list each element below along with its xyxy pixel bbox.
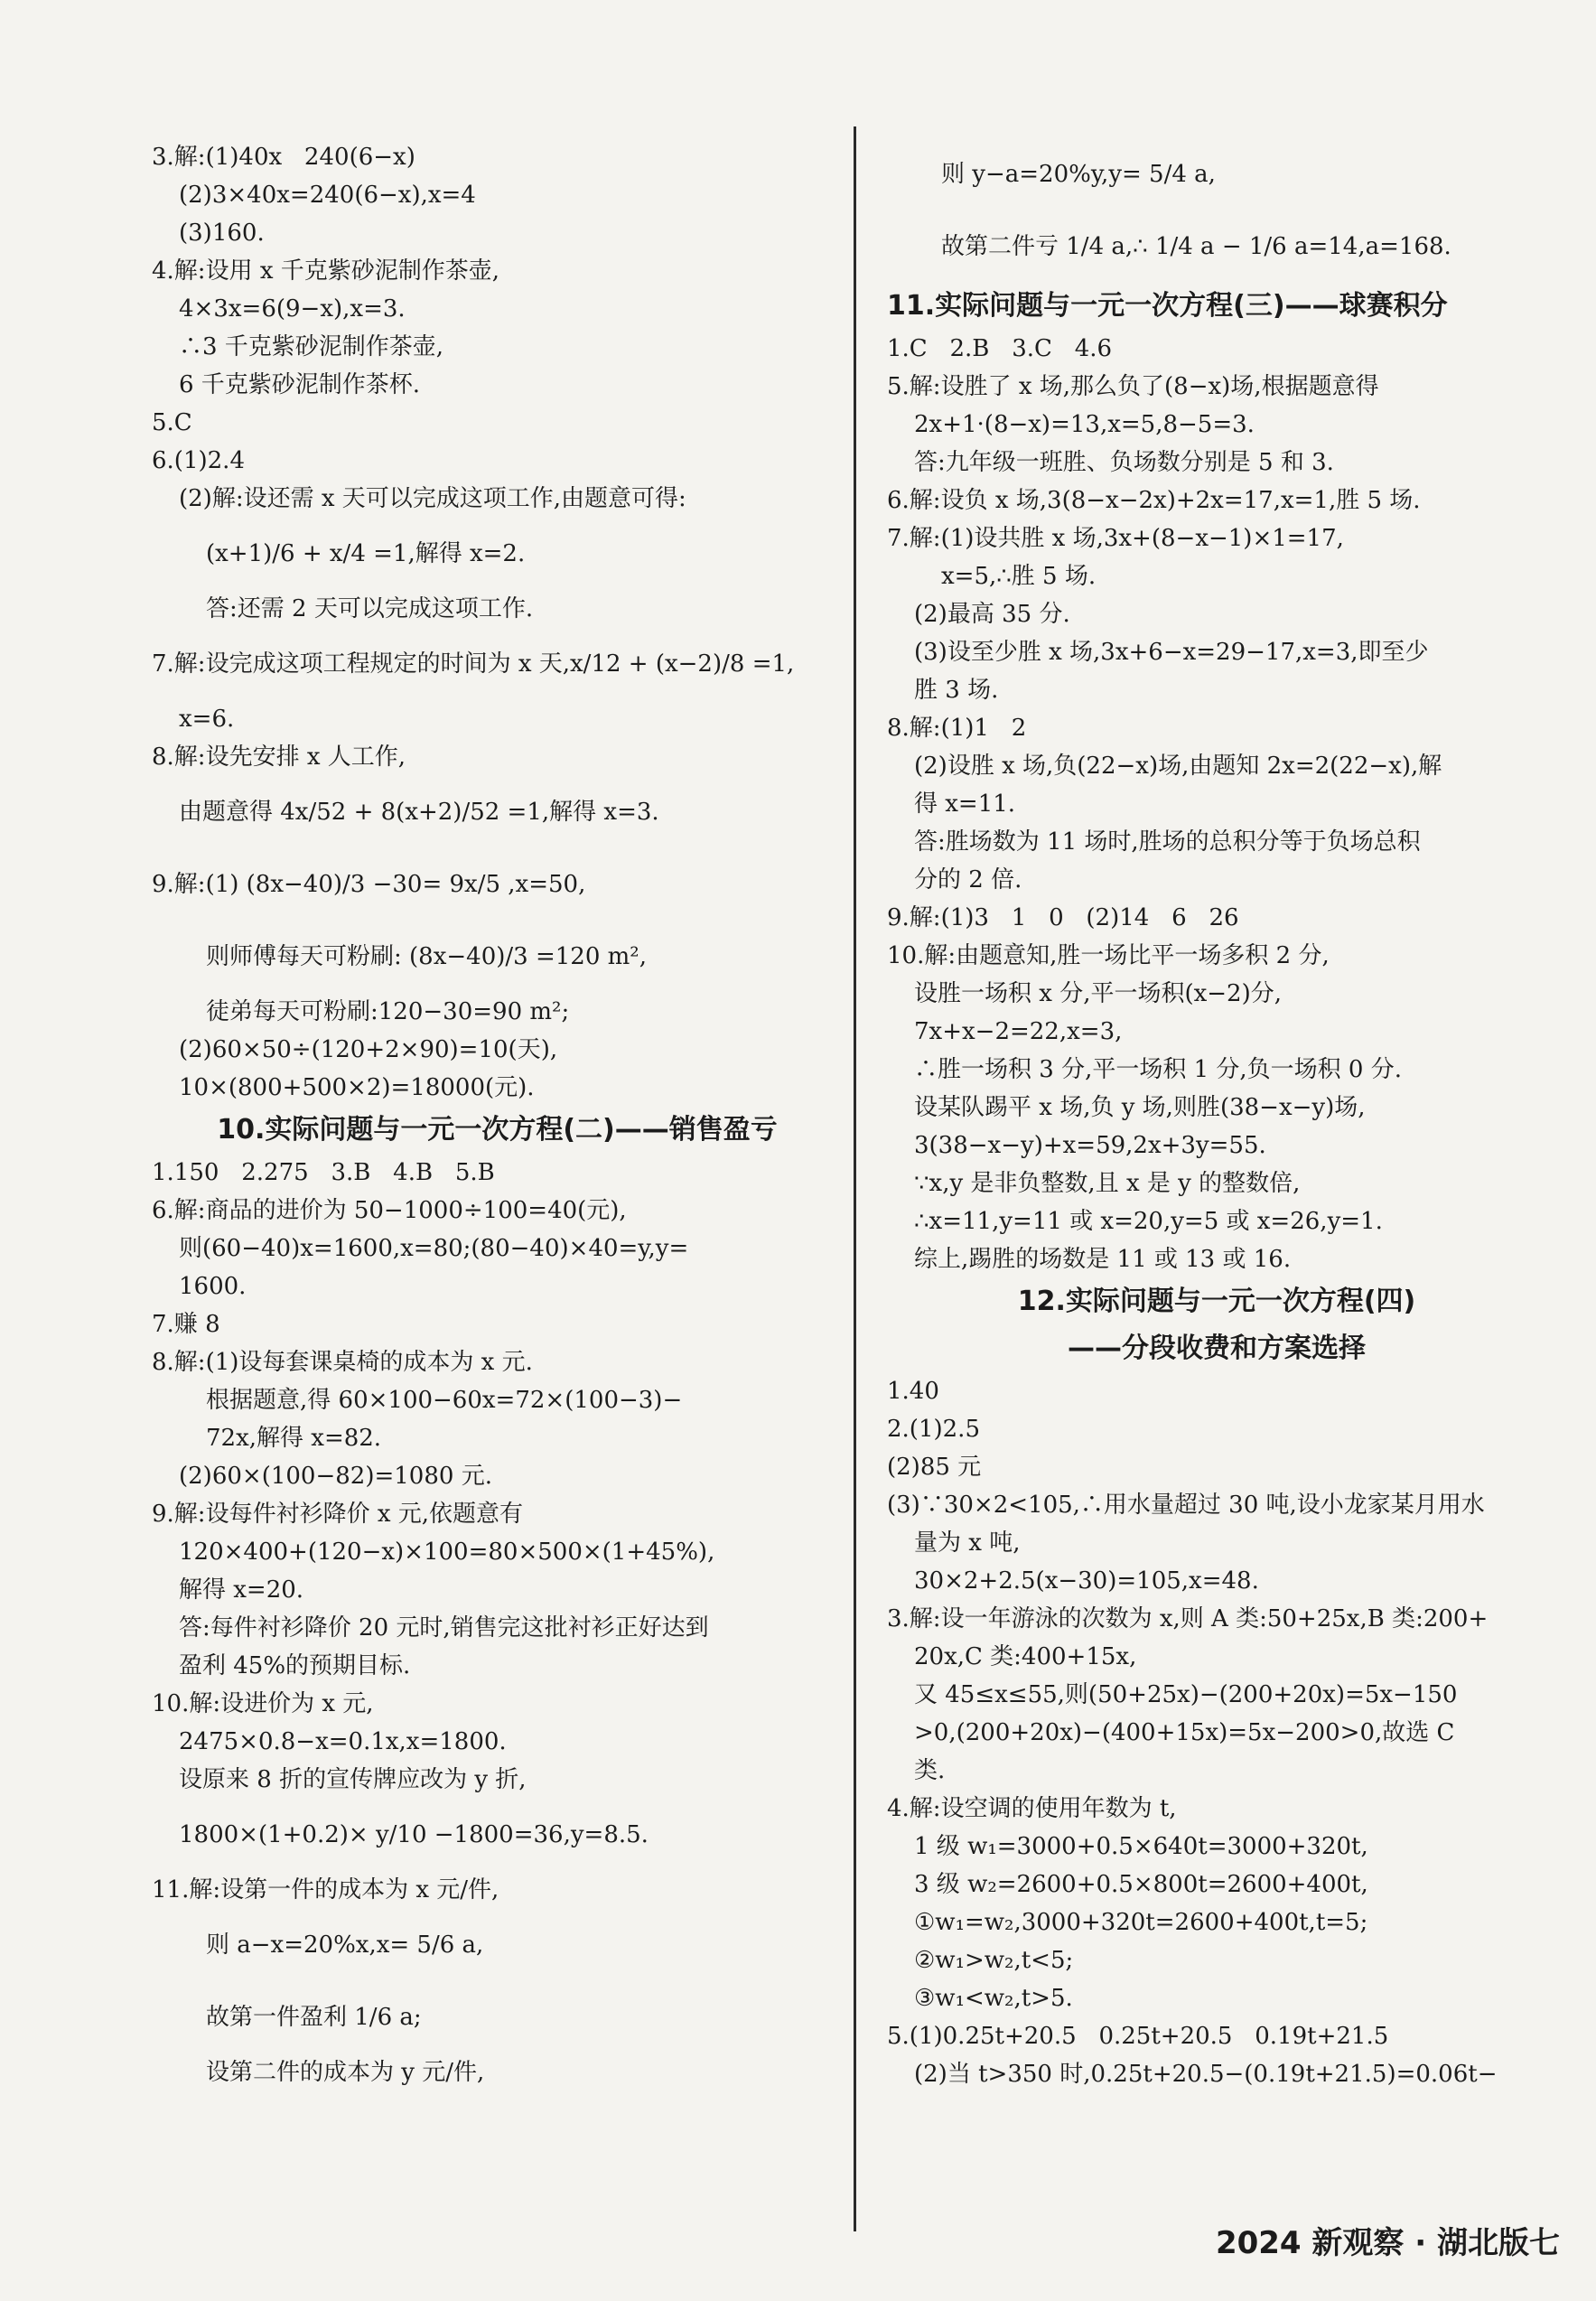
right-answers-bottom [887, 1377, 1546, 2089]
answer-line: (3)设至少胜 x 场,3x+6−x=29−17,x=3,即至少 [914, 639, 1429, 666]
answer-line: 30×2+2.5(x−30)=105,x=48. [914, 1567, 1259, 1595]
answer-line: 7.赚 8 [152, 1311, 220, 1338]
left-column [152, 143, 843, 2096]
answer-line: 类. [914, 1757, 946, 1784]
answer-line: 故第二件亏 1/4 a,∴ 1/4 a − 1/6 a=14,a=168. [941, 233, 1451, 260]
answer-line: (2)最高 35 分. [914, 601, 1070, 628]
answer-line: 根据题意,得 60×100−60x=72×(100−3)− [206, 1387, 683, 1414]
answer-line: 4.解:设空调的使用年数为 t, [887, 1795, 1177, 1822]
answer-line: 则师傅每天可粉刷: (8x−40)/3 =120 m², [206, 943, 647, 970]
answer-line: ∵x,y 是非负整数,且 x 是 y 的整数倍, [914, 1170, 1301, 1197]
answer-line: 1 级 w₁=3000+0.5×640t=3000+320t, [914, 1833, 1368, 1860]
answer-line: 3(38−x−y)+x=59,2x+3y=55. [914, 1132, 1266, 1159]
answer-line: 量为 x 吨, [914, 1529, 1021, 1557]
answer-line: 盈利 45%的预期目标. [179, 1652, 411, 1679]
answer-line: 6 千克紫砂泥制作茶杯. [179, 371, 421, 398]
answer-line: x=6. [179, 706, 235, 733]
answer-line: 5.(1)0.25t+20.5 0.25t+20.5 0.19t+21.5 [887, 2023, 1389, 2050]
answer-line: (2)60×(100−82)=1080 元. [179, 1463, 492, 1490]
answer-line: ∴胜一场积 3 分,平一场积 1 分,负一场积 0 分. [914, 1056, 1403, 1083]
answer-line: 7.解:设完成这项工程规定的时间为 x 天,x/12 + (x−2)/8 =1, [152, 650, 795, 678]
answer-line: 则 a−x=20%x,x= 5/6 a, [206, 1932, 484, 1959]
page-footer: 2024 新观察 · 湖北版七 [1215, 2225, 1560, 2261]
answer-line: 设原来 8 折的宣传牌应改为 y 折, [179, 1766, 527, 1793]
answer-line: 10.解:设进价为 x 元, [152, 1690, 374, 1717]
answer-line: 答:九年级一班胜、负场数分别是 5 和 3. [914, 449, 1334, 476]
answer-line: (3)∵30×2<105,∴用水量超过 30 吨,设小龙家某月用水 [887, 1492, 1485, 1519]
answer-line: 4×3x=6(9−x),x=3. [179, 295, 406, 323]
answer-line: 3 级 w₂=2600+0.5×800t=2600+400t, [914, 1871, 1368, 1898]
answer-line: ②w₁>w₂,t<5; [914, 1947, 1074, 1974]
answer-line: 设第二件的成本为 y 元/件, [206, 2059, 485, 2086]
answer-line: 2.(1)2.5 [887, 1416, 980, 1443]
right-column [887, 143, 1546, 2098]
answer-line: 1.C 2.B 3.C 4.6 [887, 335, 1113, 362]
left-answers-part-2 [152, 1158, 843, 2087]
answer-line: 由题意得 4x/52 + 8(x+2)/52 =1,解得 x=3. [179, 799, 659, 826]
answer-line: 6.(1)2.4 [152, 447, 245, 474]
section-heading-10: 10.实际问题与一元一次方程(二)——销售盈亏 [217, 1114, 778, 1146]
answer-line: 1600. [179, 1273, 247, 1300]
answer-line: 5.解:设胜了 x 场,那么负了(8−x)场,根据题意得 [887, 373, 1379, 400]
answer-line: 设胜一场积 x 分,平一场积(x−2)分, [914, 980, 1282, 1007]
answer-line: 10×(800+500×2)=18000(元). [179, 1074, 535, 1101]
answer-line: 答:每件衬衫降价 20 元时,销售完这批衬衫正好达到 [179, 1614, 709, 1642]
answer-line: 3.解:(1)40x 240(6−x) [152, 144, 415, 171]
answer-line: 72x,解得 x=82. [206, 1425, 382, 1452]
answer-line: 5.C [152, 409, 192, 436]
answer-line: (x+1)/6 + x/4 =1,解得 x=2. [206, 540, 526, 567]
answer-line: 8.解:设先安排 x 人工作, [152, 744, 406, 771]
right-answers-top [887, 143, 1546, 278]
answer-line: 得 x=11. [914, 790, 1016, 818]
left-answers-part-1 [152, 143, 843, 1102]
answer-line: 11.解:设第一件的成本为 x 元/件, [152, 1876, 499, 1903]
answer-line: 答:胜场数为 11 场时,胜场的总积分等于负场总积 [914, 828, 1421, 856]
answer-line: (2)当 t>350 时,0.25t+20.5−(0.19t+21.5)=0.06t− [914, 2061, 1498, 2088]
answer-line: 则(60−40)x=1600,x=80;(80−40)×40=y,y= [179, 1235, 689, 1262]
answer-line: 则 y−a=20%y,y= 5/4 a, [941, 161, 1216, 188]
answer-line: 7x+x−2=22,x=3, [914, 1018, 1123, 1045]
answer-line: 6.解:商品的进价为 50−1000÷100=40(元), [152, 1197, 627, 1224]
section-heading-12-title: 12.实际问题与一元一次方程(四) [1017, 1286, 1416, 1317]
answer-line: 120×400+(120−x)×100=80×500×(1+45%), [179, 1539, 715, 1566]
answer-line: 10.解:由题意知,胜一场比平一场多积 2 分, [887, 942, 1330, 969]
answer-line: 8.解:(1)1 2 [887, 715, 1027, 742]
answer-line: 解得 x=20. [179, 1576, 304, 1604]
answer-line: 综上,踢胜的场数是 11 或 13 或 16. [914, 1246, 1292, 1273]
answer-line: 4.解:设用 x 千克紫砂泥制作茶壶, [152, 257, 500, 285]
answer-line: ①w₁=w₂,3000+320t=2600+400t,t=5; [914, 1909, 1368, 1936]
answer-line: 6.解:设负 x 场,3(8−x−2x)+2x=17,x=1,胜 5 场. [887, 487, 1421, 514]
answer-line: (2)解:设还需 x 天可以完成这项工作,由题意可得: [179, 485, 686, 512]
answer-line: 设某队踢平 x 场,负 y 场,则胜(38−x−y)场, [914, 1094, 1366, 1121]
section-heading-11: 11.实际问题与一元一次方程(三)——球赛积分 [887, 290, 1448, 322]
section-heading-12-subtitle: ——分段收费和方案选择 [1068, 1333, 1366, 1364]
answer-line: ③w₁<w₂,t>5. [914, 1985, 1073, 2012]
answer-line: (2)60×50÷(120+2×90)=10(天), [179, 1036, 558, 1063]
answer-line: 2x+1·(8−x)=13,x=5,8−5=3. [914, 411, 1255, 438]
answer-line: 7.解:(1)设共胜 x 场,3x+(8−x−1)×1=17, [887, 525, 1344, 552]
answer-line: 徒弟每天可粉刷:120−30=90 m²; [206, 998, 570, 1025]
answer-line: 1800×(1+0.2)× y/10 −1800=36,y=8.5. [179, 1821, 649, 1848]
answer-line: 9.解:设每件衬衫降价 x 元,依题意有 [152, 1501, 524, 1528]
answer-line: 1.40 [887, 1378, 939, 1405]
answer-line: 20x,C 类:400+15x, [914, 1643, 1137, 1670]
answer-line: 9.解:(1) (8x−40)/3 −30= 9x/5 ,x=50, [152, 871, 586, 898]
answer-line: 故第一件盈利 1/6 a; [206, 2004, 422, 2031]
answer-line: (2)设胜 x 场,负(22−x)场,由题知 2x=2(22−x),解 [914, 753, 1442, 780]
answer-line: 答:还需 2 天可以完成这项工作. [206, 595, 534, 622]
answer-line: ∴x=11,y=11 或 x=20,y=5 或 x=26,y=1. [914, 1208, 1383, 1235]
answer-line: 9.解:(1)3 1 0 (2)14 6 26 [887, 904, 1239, 931]
answer-line: 8.解:(1)设每套课桌椅的成本为 x 元. [152, 1349, 533, 1376]
answer-line: 3.解:设一年游泳的次数为 x,则 A 类:50+25x,B 类:200+ [887, 1605, 1489, 1632]
answer-line: (3)160. [179, 220, 265, 247]
answer-line: 1.150 2.275 3.B 4.B 5.B [152, 1159, 495, 1186]
answer-line: 分的 2 倍. [914, 866, 1022, 893]
answer-line: x=5,∴胜 5 场. [941, 563, 1097, 590]
answer-line: 胜 3 场. [914, 677, 999, 704]
answer-line: 2475×0.8−x=0.1x,x=1800. [179, 1728, 507, 1755]
column-divider [854, 126, 856, 2231]
answer-line: >0,(200+20x)−(400+15x)=5x−200>0,故选 C [914, 1719, 1455, 1746]
right-answers-mid [887, 334, 1546, 1274]
answer-line: (2)85 元 [887, 1454, 982, 1481]
answer-line: (2)3×40x=240(6−x),x=4 [179, 182, 476, 209]
answer-line: 又 45≤x≤55,则(50+25x)−(200+20x)=5x−150 [914, 1681, 1458, 1708]
answer-line: ∴3 千克紫砂泥制作茶壶, [179, 333, 444, 360]
